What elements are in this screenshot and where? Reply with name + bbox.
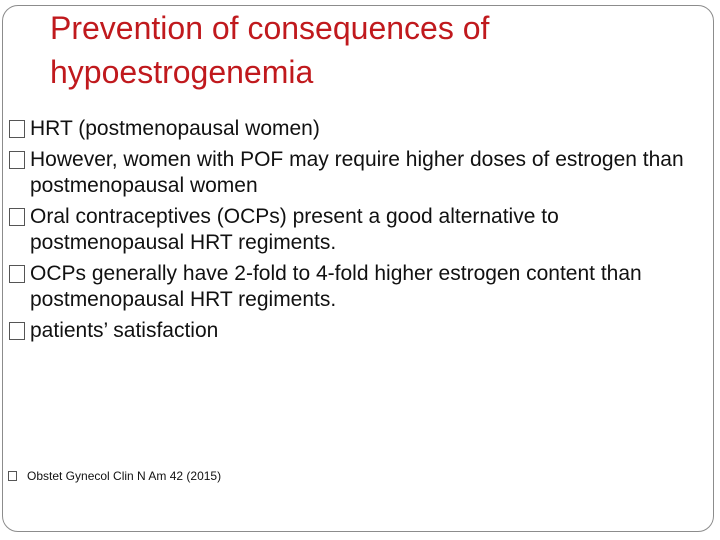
list-item [8, 318, 708, 344]
bullet-text: Oral contraceptives (OCPs) present a good alternative to postmenopausal HRT regiments. [30, 205, 559, 254]
bullet-text: However, women with POF may require higher doses of estrogen than postmenopausal women [30, 148, 684, 197]
list-item [8, 147, 708, 199]
square-bullet-icon [9, 151, 25, 169]
bullet-text: HRT (postmenopausal women) [30, 117, 320, 140]
square-bullet-icon [9, 265, 25, 283]
list-item [8, 116, 708, 142]
square-bullet-icon [8, 471, 17, 481]
square-bullet-icon [9, 120, 25, 138]
citation-text: Obstet Gynecol Clin N Am 42 (2015) [27, 469, 222, 483]
list-item [8, 204, 708, 256]
bullet-text: patients’ satisfaction [30, 319, 219, 342]
square-bullet-icon [9, 322, 25, 340]
bullet-text: OCPs generally have 2-fold to 4-fold higher estrogen content than postmenopausal HRT regiments. [30, 262, 642, 311]
square-bullet-icon [9, 208, 25, 226]
citation [8, 468, 221, 484]
bullet-list [8, 116, 708, 349]
slide-title: Prevention of consequences of hypoestrogenemia [50, 10, 490, 90]
list-item [8, 261, 708, 313]
